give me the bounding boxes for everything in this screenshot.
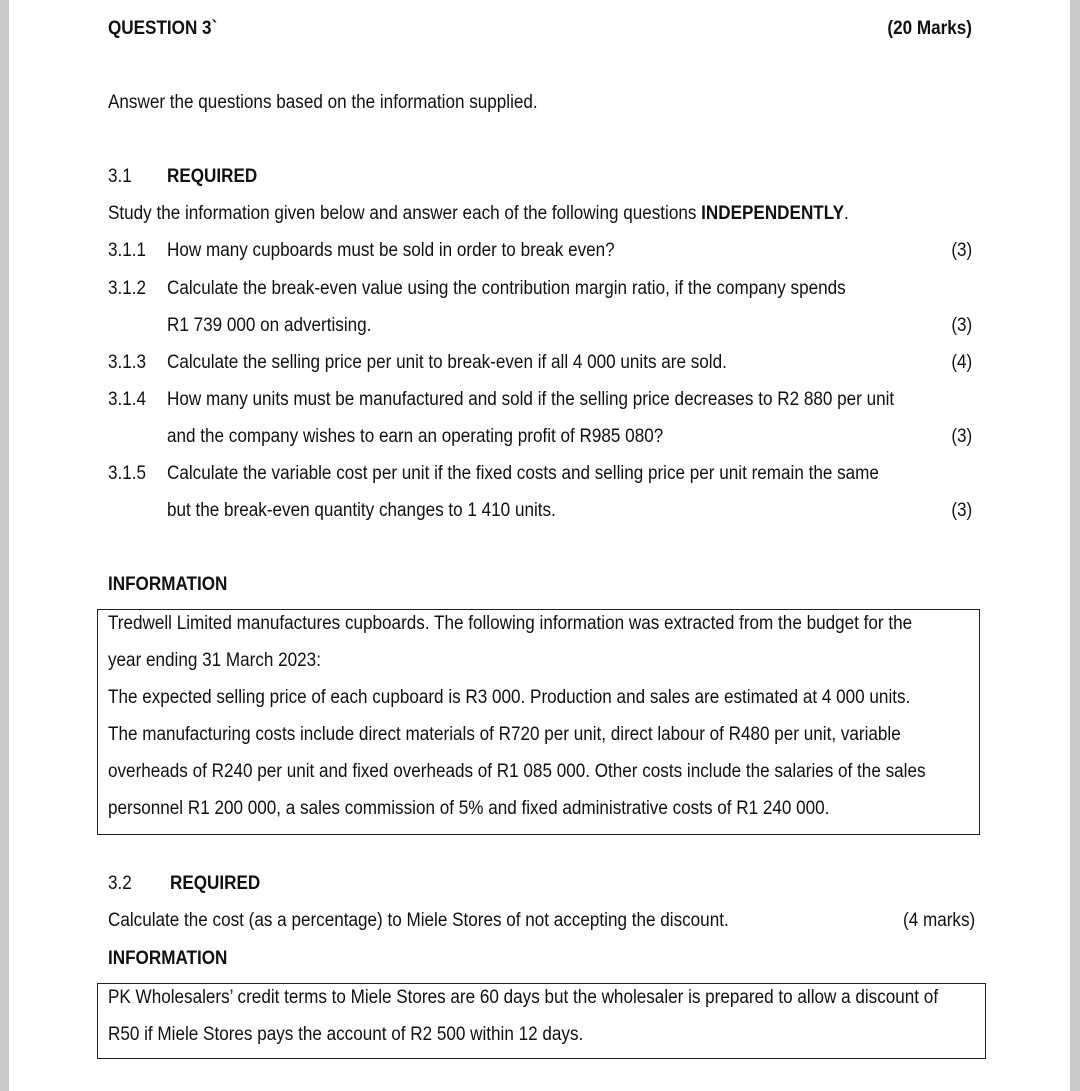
question-3-1-1-number: 3.1.1 xyxy=(108,240,147,261)
document-page xyxy=(9,0,1070,1091)
section-3-2-info-heading: INFORMATION xyxy=(108,948,228,969)
section-3-1-heading: REQUIRED xyxy=(167,166,258,187)
instruction-text: Study the information given below and answer each of the following questions xyxy=(108,203,702,224)
info-line: PK Wholesalers’ credit terms to Miele Stores are 60 days but the wholesaler is prepared to allow a discount of xyxy=(108,987,939,1008)
question-3-1-3-marks: (4) xyxy=(951,352,972,373)
question-3-1-5-number: 3.1.5 xyxy=(108,463,147,484)
question-3-1-2-marks: (3) xyxy=(951,315,972,336)
question-3-1-4-number: 3.1.4 xyxy=(108,389,147,410)
section-3-1-number: 3.1 xyxy=(108,166,132,187)
question-3-1-2-number: 3.1.2 xyxy=(108,278,147,299)
section-3-2-info-box xyxy=(97,983,986,1059)
info-line: personnel R1 200 000, a sales commission of 5% and fixed administrative costs of R1 240 000. xyxy=(108,798,830,819)
info-line: overheads of R240 per unit and fixed overheads of R1 085 000. Other costs include the salaries of the sales xyxy=(108,761,926,782)
question-title: QUESTION 3` xyxy=(108,18,218,39)
section-3-1-info-box xyxy=(97,609,980,835)
section-3-2-question: Calculate the cost (as a percentage) to Miele Stores of not accepting the discount. xyxy=(108,910,729,931)
question-3-1-3-text: Calculate the selling price per unit to break-even if all 4 000 units are sold. xyxy=(167,352,727,373)
info-line: The manufacturing costs include direct materials of R720 per unit, direct labour of R480 per unit, variable xyxy=(108,724,901,745)
question-3-1-4-text: How many units must be manufactured and sold if the selling price decreases to R2 880 per unit xyxy=(167,389,895,410)
question-3-1-5-text-cont: but the break-even quantity changes to 1 410 units. xyxy=(167,500,556,521)
instruction-end: . xyxy=(844,203,849,224)
question-marks: (20 Marks) xyxy=(887,18,972,39)
section-3-2-heading: REQUIRED xyxy=(170,873,261,894)
section-3-2-number: 3.2 xyxy=(108,873,132,894)
question-3-1-4-text-cont: and the company wishes to earn an operating profit of R985 080? xyxy=(167,426,664,447)
question-3-1-4-marks: (3) xyxy=(951,426,972,447)
section-3-2-marks: (4 marks) xyxy=(902,910,975,931)
instruction-emphasis: INDEPENDENTLY xyxy=(701,203,845,224)
question-3-1-5-marks: (3) xyxy=(951,500,972,521)
intro-text: Answer the questions based on the information supplied. xyxy=(108,92,538,113)
info-line: Tredwell Limited manufactures cupboards. The following information was extracted from the budget for the xyxy=(108,613,913,634)
info-line: The expected selling price of each cupboard is R3 000. Production and sales are estimated at 4 000 units. xyxy=(108,687,911,708)
section-3-1-instruction xyxy=(108,203,849,225)
info-line: R50 if Miele Stores pays the account of R2 500 within 12 days. xyxy=(108,1024,584,1045)
question-3-1-1-text: How many cupboards must be sold in order to break even? xyxy=(167,240,615,261)
question-3-1-3-number: 3.1.3 xyxy=(108,352,147,373)
question-3-1-2-text: Calculate the break-even value using the contribution margin ratio, if the company spends xyxy=(167,278,846,299)
section-3-1-info-heading: INFORMATION xyxy=(108,574,228,595)
question-3-1-5-text: Calculate the variable cost per unit if the fixed costs and selling price per unit remain the same xyxy=(167,463,879,484)
question-3-1-2-text-cont: R1 739 000 on advertising. xyxy=(167,315,372,336)
question-3-1-1-marks: (3) xyxy=(951,240,972,261)
info-line: year ending 31 March 2023: xyxy=(108,650,321,671)
